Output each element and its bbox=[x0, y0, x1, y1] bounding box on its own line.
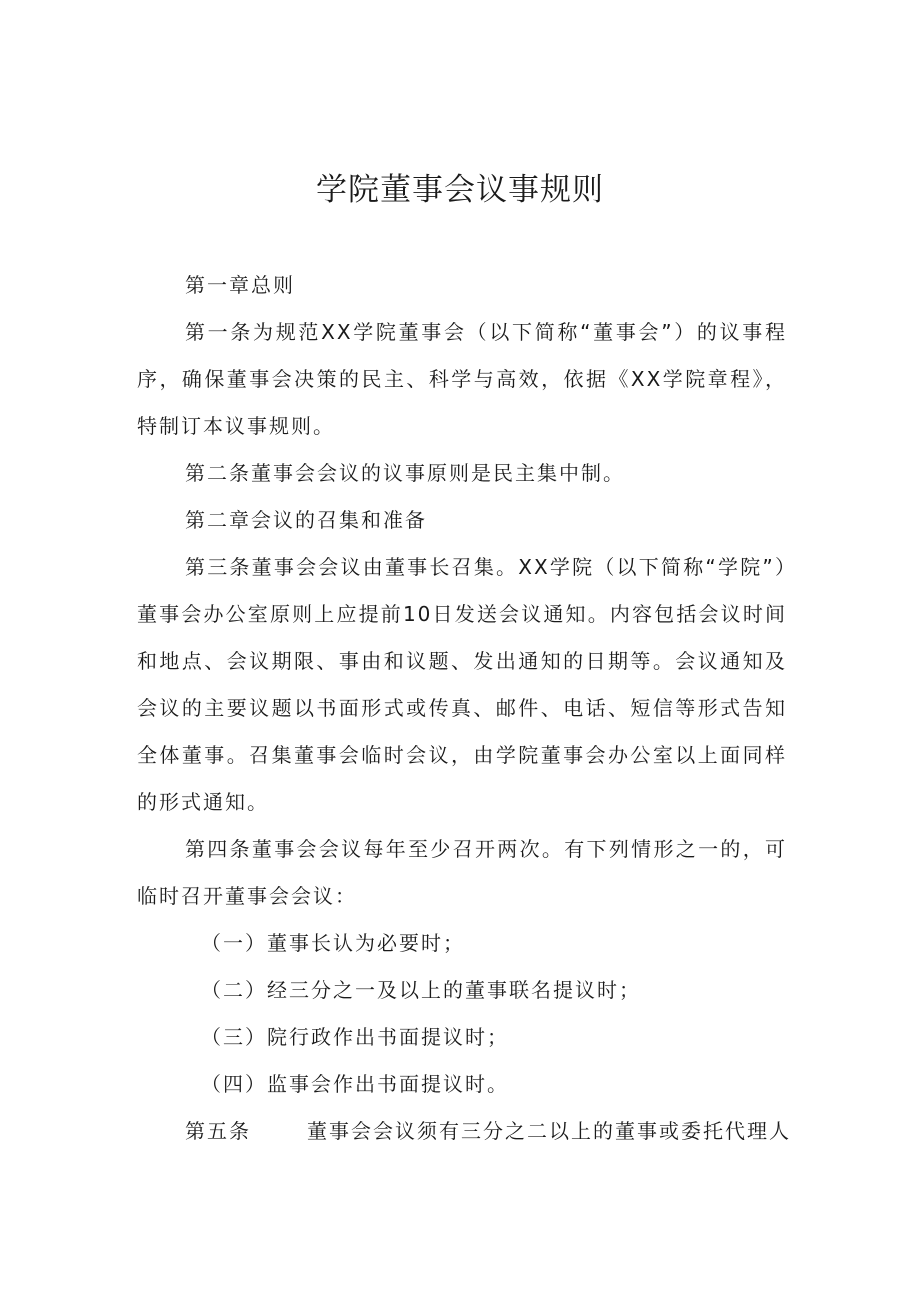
article-4: 第四条董事会会议每年至少召开两次。有下列情形之一的，可临时召开董事会会议： bbox=[137, 837, 787, 908]
article-5 bbox=[137, 1108, 791, 1155]
document-title: 学院董事会议事规则 bbox=[316, 172, 604, 208]
article-2: 第二条董事会会议的议事原则是民主集中制。 bbox=[185, 461, 625, 485]
article-3: 第三条董事会会议由董事长召集。XX学院（以下简称“学院”）董事会办公室原则上应提前10日发送会议通知。内容包括会议时间和地点、会议期限、事由和议题、发出通知的日期等。会议通知及会议的主要议题以书面形式或传真、邮件、电话、短信等形式告知全体董事。召集董事会临时会议，由学院董事会办公室以上面同样的形式通知。 bbox=[137, 555, 787, 814]
chapter-2-heading: 第二章会议的召集和准备 bbox=[185, 508, 427, 532]
article-5-text: 董事会会议须有三分之二以上的董事或委托代理人 bbox=[307, 1119, 791, 1143]
article-1: 第一条为规范XX学院董事会（以下简称“董事会”）的议事程序，确保董事会决策的民主、科学与高效，依据《XX学院章程》，特制订本议事规则。 bbox=[137, 320, 787, 438]
article-4-item-3: （三）院行政作出书面提议时； bbox=[201, 1025, 509, 1049]
article-4-item-2: （二）经三分之一及以上的董事联名提议时； bbox=[201, 978, 641, 1002]
article-4-item-4: （四）监事会作出书面提议时。 bbox=[201, 1072, 509, 1096]
document-body bbox=[137, 262, 791, 1155]
article-5-label: 第五条 bbox=[185, 1119, 251, 1143]
chapter-1-heading: 第一章总则 bbox=[185, 273, 295, 297]
article-4-item-1: （一）董事长认为必要时； bbox=[201, 931, 465, 955]
